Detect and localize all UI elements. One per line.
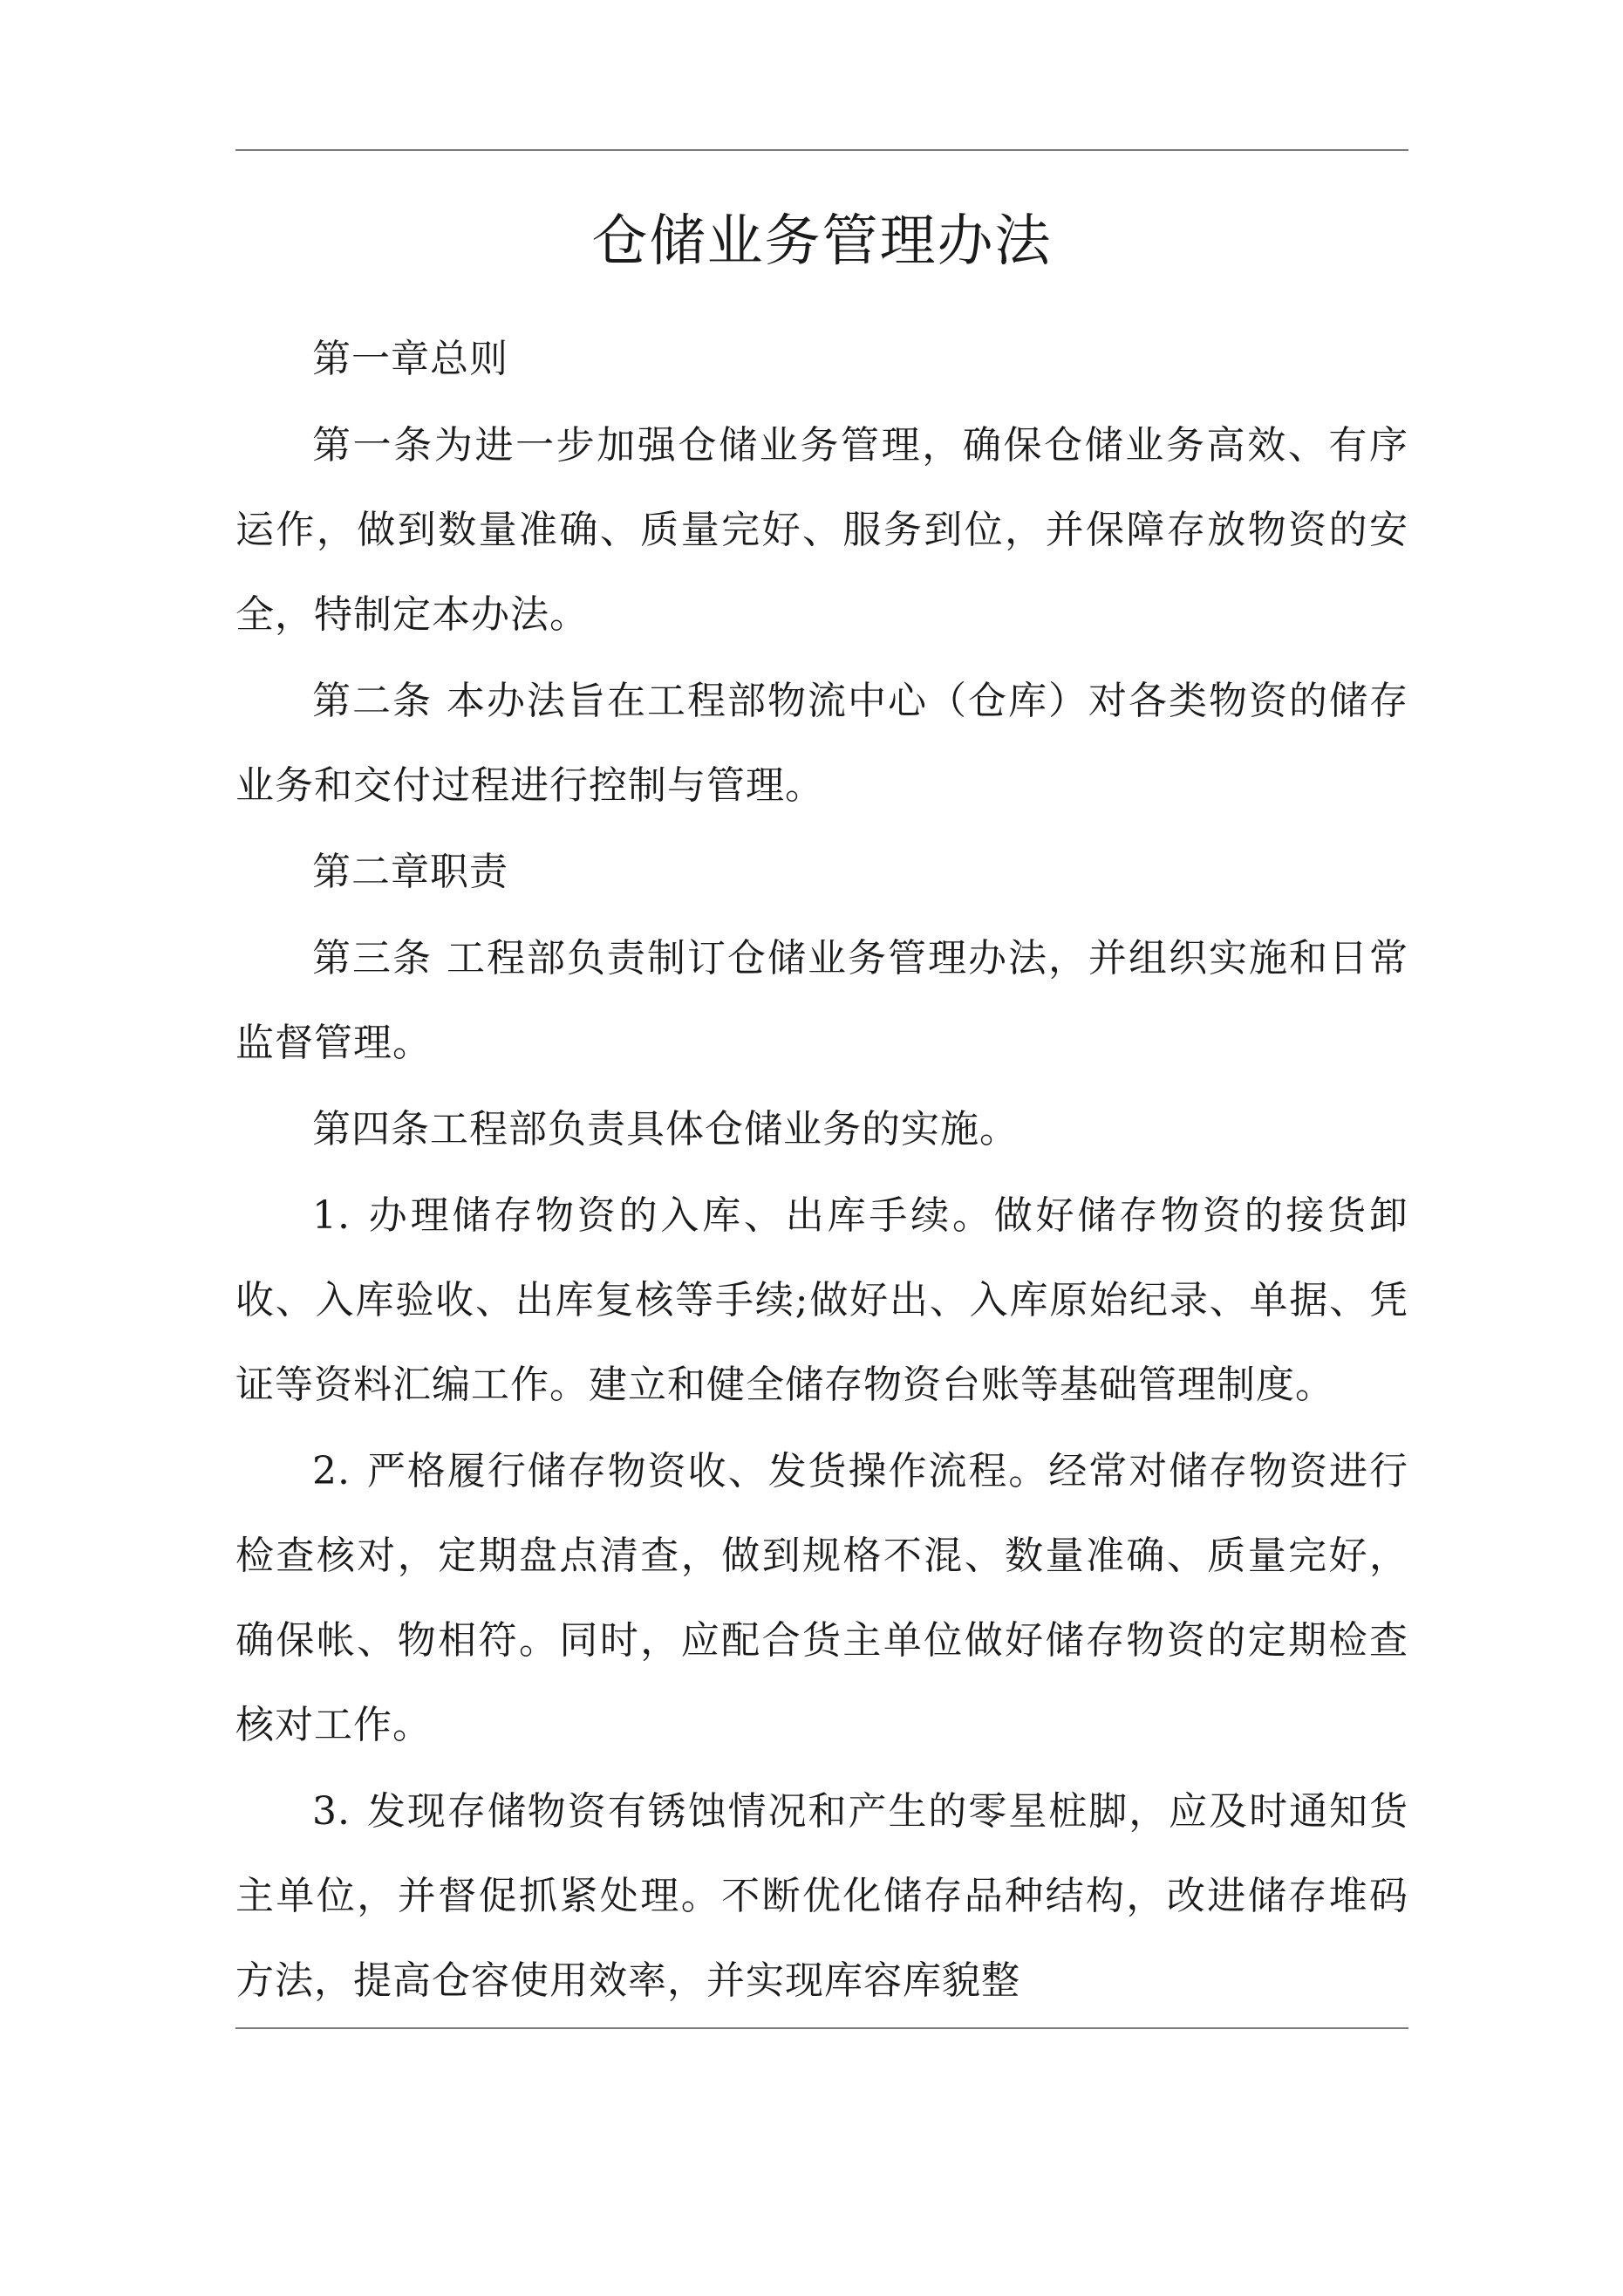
- document-body: [235, 317, 1408, 2025]
- list-item: [235, 1429, 1408, 1767]
- list-item-number: 1.: [312, 1193, 351, 1238]
- chapter-heading: 第二章职责: [312, 850, 508, 894]
- list-item-text: 办理储存物资的入库、出库手续。做好储存物资的接货卸收、入库验收、出库复核等手续;做好出、入库原始纪录、单据、凭证等资料汇编工作。建立和健全储存物资台账等基础管理制度。: [235, 1193, 1408, 1407]
- document-title: 仓储业务管理办法: [591, 209, 1053, 274]
- list-item: [235, 1769, 1408, 2023]
- list-item-number: 3.: [312, 1789, 351, 1834]
- list-item-text: 严格履行储存物资收、发货操作流程。经常对储存物资进行检查核对，定期盘点清查，做到规格不混、数量准确、质量完好，确保帐、物相符。同时，应配合货主单位做好储存物资的定期检查核对工作。: [235, 1449, 1408, 1747]
- list-item: [235, 1173, 1408, 1427]
- article-paragraph: 第三条 工程部负责制订仓储业务管理办法，并组织实施和日常监督管理。: [235, 936, 1408, 1065]
- article-paragraph: 第四条工程部负责具体仓储业务的实施。: [312, 1107, 1019, 1151]
- header-rule: [235, 149, 1408, 151]
- article-paragraph: 第一条为进一步加强仓储业务管理，确保仓储业务高效、有序运作，做到数量准确、质量完好、服务到位，并保障存放物资的安全，特制定本办法。: [235, 423, 1408, 637]
- list-item-text: 发现存储物资有锈蚀情况和产生的零星桩脚，应及时通知货主单位，并督促抓紧处理。不断优化储存品种结构，改进储存堆码方法，提高仓容使用效率，并实现库容库貌整: [235, 1789, 1408, 2003]
- article-paragraph: 第二条 本办法旨在工程部物流中心（仓库）对各类物资的储存业务和交付过程进行控制与管理。: [235, 679, 1408, 808]
- list-item-number: 2.: [312, 1449, 351, 1493]
- footer-rule: [235, 2027, 1408, 2029]
- chapter-heading: 第一章总则: [312, 337, 508, 381]
